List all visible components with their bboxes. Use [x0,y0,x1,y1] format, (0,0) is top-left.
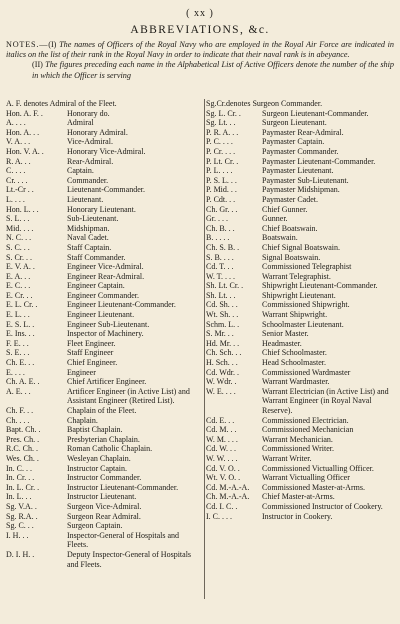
abbreviation-term: In. C. . . [6,463,32,473]
abbreviation-entry [6,281,204,291]
abbreviation-meaning: Paymaster Lieutenant-Commander. [262,156,376,166]
abbreviation-term: Hon. A. . . [6,127,40,137]
abbreviation-entry [6,550,204,569]
abbreviation-meaning: Sub-Lieutenant. [67,214,119,224]
abbreviation-term: Sg. Lt. . . [206,118,236,128]
abbreviation-entry [6,339,204,349]
abbreviation-meaning: Fleet Engineer. [67,338,116,348]
abbreviation-entry [206,195,396,205]
abbreviation-entry [6,205,204,215]
abbreviation-entry [206,291,396,301]
abbreviation-meaning: Admiral [67,118,94,128]
abbreviation-entry [6,368,204,378]
abbreviation-term: Gr. . . . [206,214,228,224]
abbreviation-term: P. Cr. . . . [206,146,236,156]
abbreviation-term: Ch. A. E. . [6,377,40,387]
abbreviation-meaning: Engineer Sub-Lieutenant. [67,319,150,329]
abbreviation-meaning: Shipwright Lieutenant-Commander. [262,281,378,291]
abbreviation-meaning: Roman Catholic Chaplain. [67,444,153,454]
abbreviation-term: D. I. H. . [6,549,35,559]
abbreviation-entry [6,425,204,435]
abbreviation-meaning: Honorary Vice-Admiral. [67,146,146,156]
column-divider [204,99,205,599]
abbreviation-entry [206,387,396,416]
abbreviation-term: Hon. A. F. . [6,108,43,118]
abbreviation-term: P. S. L. . . [206,175,237,185]
abbreviation-meaning: Warrant Electrician (in Active List) and Warrant Engineer (in Royal Naval Reserve). [262,386,389,415]
abbreviation-entry [6,492,204,502]
abbreviation-entry [206,281,396,291]
abbreviation-entry [206,243,396,253]
abbreviation-term: Pres. Ch. . [6,434,40,444]
abbreviation-entry [206,157,396,167]
abbreviation-term: Wes. Ch. . [6,453,39,463]
abbreviation-entry [6,128,204,138]
abbreviation-entry [6,310,204,320]
abbreviation-entry [6,387,204,406]
abbreviation-term: Hd. Mr. . . [206,338,240,348]
abbreviation-term: E. Cr. . . [6,290,33,300]
abbreviation-entry [6,137,204,147]
notes-label: NOTES.— [6,40,49,49]
abbreviation-meaning: Chief Engineer. [67,358,118,368]
abbreviation-term: E. V. A. . [6,262,35,272]
abbreviation-term: Sg. R.A. . [6,511,38,521]
abbreviation-meaning: Chaplain of the Fleet. [67,406,137,415]
abbreviation-term: I. C. . . . [206,511,232,521]
abbreviation-meaning: Surgeon Vice-Admiral. [67,501,142,511]
abbreviation-entry [206,205,396,215]
abbreviation-entry [6,531,204,550]
abbreviation-entry [206,137,396,147]
abbreviation-term: Cr. . . . [6,175,28,185]
note-2-text: The figures preceding each name in the Alphabetical List of Active Officers denote the number of the ship in which the Officer is serving [32,60,394,80]
abbreviation-meaning: Surgeon Lieutenant-Commander. [262,108,369,118]
abbreviation-meaning: Head Schoolmaster. [262,358,326,368]
note-1 [6,40,394,60]
abbreviation-meaning: Shipwright Lieutenant. [262,290,336,300]
abbreviation-meaning: Paymaster Commander. [262,146,339,156]
abbreviation-meaning: Commissioned Electrician. [262,415,349,425]
abbreviation-term: Sg. L. Cr. . [206,108,241,118]
abbreviation-meaning: Engineer Rear-Admiral. [67,271,145,281]
abbreviation-term: P. L. . . . [206,166,233,176]
abbreviation-meaning: Chief Signal Boatswain. [262,242,340,252]
note-1-number: (I) [48,40,57,49]
abbreviation-entry [206,147,396,157]
abbreviation-term: S. Cr. . . [6,252,33,262]
abbreviation-entry [6,435,204,445]
abbreviation-term: P. Cdt. . . [206,194,236,204]
abbreviation-entry [6,214,204,224]
abbreviation-entry [6,243,204,253]
abbreviation-meaning: Honorary Lieutenant. [67,204,136,214]
abbreviation-term: In. L. . . [6,492,32,502]
abbreviation-term: W. Wdr. . [206,377,237,387]
abbreviation-meaning: Warrant Telegraphist. [262,271,331,281]
abbreviation-term: E. A. . . [6,271,31,281]
abbreviation-meaning: Boatswain. [262,233,298,243]
abbreviation-meaning: Surgeon Rear Admiral. [67,511,141,521]
abbreviation-entry [206,473,396,483]
abbreviation-meaning: Vice-Admiral. [67,137,113,147]
abbreviation-entry [206,377,396,387]
abbreviation-term: Sh. Lt. . . [206,290,236,300]
abbreviation-entry [206,492,396,502]
abbreviation-term: Mid. . . . [6,223,34,233]
abbreviation-term: Wt. V. O. . [206,473,241,483]
abbreviation-entry [6,320,204,330]
abbreviation-term: S. L. . . [6,214,30,224]
abbreviation-term: V. A. . . [6,137,31,147]
abbreviation-term: H. Sch. . . [206,358,238,368]
abbreviation-meaning: Presbyterian Chaplain. [67,434,140,444]
abbreviation-meaning: Staff Engineer [67,348,114,358]
abbreviation-entry [6,444,204,454]
abbreviation-term: R.C. Ch. . [6,444,39,454]
abbreviation-term: P. Lt. Cr. . [206,156,239,166]
abbreviation-entry [206,502,396,512]
abbreviation-meaning: Captain. [67,166,94,176]
abbreviation-entry [206,109,396,119]
abbreviation-entry [6,262,204,272]
abbreviation-entry [6,118,204,128]
abbreviation-meaning: Chief Artificer Engineer. [67,377,147,387]
abbreviation-meaning: Commissioned Telegraphist [262,262,352,272]
abbreviation-meaning: Deputy Inspector-General of Hospitals and Fleets. [67,549,192,569]
abbreviation-term: E. L. . . [6,310,30,320]
abbreviation-entry [206,425,396,435]
abbreviation-meaning: Wesleyan Chaplain. [67,453,131,463]
abbreviation-entry [6,291,204,301]
abbreviation-meaning: Chaplain. [67,415,98,425]
abbreviation-meaning: Warrant Mechanician. [262,434,333,444]
abbreviation-term: Ch. E. . . [6,358,35,368]
abbreviation-meaning: Chief Boatswain. [262,223,318,233]
abbreviation-term: W. T. . . . [206,271,235,281]
abbreviation-term: S. C. . . [6,242,30,252]
abbreviation-entry [206,214,396,224]
abbreviation-entry [6,272,204,282]
notes-block [6,40,394,81]
abbreviation-term: W. E. . . . [206,386,236,396]
abbreviation-term: Sh. Lt. Cr. . [206,281,244,291]
abbreviation-entry [206,224,396,234]
abbreviation-meaning: Staff Commander. [67,252,126,262]
abbreviation-entry [206,512,396,522]
abbreviation-entry [206,329,396,339]
abbreviation-meaning: Instructor Lieutenant. [67,492,137,502]
abbreviation-entry [6,358,204,368]
abbreviation-entry [206,253,396,263]
abbreviation-meaning: Warrant Wardmaster. [262,377,330,387]
abbreviation-meaning: Commissioned Writer. [262,444,334,454]
abbreviation-meaning: Paymaster Rear-Admiral. [262,127,344,137]
abbreviation-entry [6,377,204,387]
abbreviation-meaning: Inspector of Machinery. [67,329,144,339]
abbreviation-term: P. Mid. . . [206,185,237,195]
abbreviation-entry [206,416,396,426]
abbreviation-term: F. E. . . [6,338,29,348]
abbreviation-term: P. R. A. . . [206,127,239,137]
abbreviation-meaning: Commissioned Mechanician [262,425,354,435]
abbreviation-entry [6,233,204,243]
page-number: ( xx ) [186,8,214,19]
abbreviation-term: L. . . . [6,194,25,204]
abbreviation-term: Cd. Wdr. . [206,367,239,377]
abbreviation-entry [206,320,396,330]
abbreviation-entry [206,339,396,349]
abbreviation-meaning: Commissioned Instructor of Cookery. [262,501,383,511]
abbreviation-entry [206,118,396,128]
abbreviation-meaning: Naval Cadet. [67,233,109,243]
abbreviation-entry [6,512,204,522]
page-title: ABBREVIATIONS, &c. [130,24,270,36]
abbreviation-meaning: Warrant Victualling Officer [262,473,350,483]
abbreviation-entry [6,464,204,474]
abbreviation-entry [206,368,396,378]
abbreviation-entry [6,454,204,464]
abbreviation-term: N. C. . . [6,233,32,243]
abbreviation-term: Sg. V.A. . [6,501,37,511]
abbreviation-term: B. . . . . [206,233,230,243]
abbreviation-term: S. B. . . . [206,252,234,262]
abbreviation-meaning: Surgeon Lieutenant. [262,118,327,128]
abbreviation-entry [6,253,204,263]
abbreviation-entry [6,483,204,493]
abbreviation-entry [6,185,204,195]
abbreviation-term: Hon. L. . . [6,204,39,214]
abbreviation-meaning: Instructor Captain. [67,463,127,473]
abbreviation-meaning: Engineer Commander. [67,290,139,300]
abbreviation-entry [206,454,396,464]
abbreviation-entry [206,435,396,445]
abbreviation-entry [206,185,396,195]
abbreviation-entry [206,262,396,272]
abbreviation-term: Ch. Sch. . . [206,348,242,358]
abbreviation-term: Ch. S. B. . [206,242,240,252]
abbreviation-term: Schm. L. . [206,319,240,329]
abbreviation-term: Ch. . . . [6,415,30,425]
abbreviation-meaning: Staff Captain. [67,242,112,252]
abbreviation-meaning: Engineer Vice-Admiral. [67,262,144,272]
abbreviation-entry [206,166,396,176]
abbreviation-meaning: Engineer Captain. [67,281,125,291]
abbreviation-term: I. H. . . [6,530,29,540]
abbreviation-entry [206,464,396,474]
abbreviation-meaning: Chief Schoolmaster. [262,348,327,358]
abbreviation-term: E. L. Cr. . [6,300,38,310]
abbreviation-entry [6,300,204,310]
abbreviation-meaning: Commissioned Master-at-Arms. [262,482,365,492]
abbreviation-entry [6,166,204,176]
abbreviation-term: Bapt. Ch. . [6,425,41,435]
abbreviation-entry [6,329,204,339]
abbreviation-entry [206,483,396,493]
note-1-text: The names of Officers of the Royal Navy who are employed in the Royal Air Force are indicated in italics on the list of their rank in the Royal Navy in order to indicate that their naval rank is in abeyance. [6,40,395,60]
abbreviation-term: E. S. L. . [6,319,35,329]
abbreviation-meaning: Midshipman. [67,223,110,233]
abbreviation-meaning: Honorary do. [67,108,110,118]
abbreviation-entry [6,406,204,416]
left-column-header: A. F. denotes Admiral of the Fleet. [6,99,117,108]
abbreviation-entry [206,300,396,310]
abbreviation-term: In. L. Cr. . [6,482,40,492]
abbreviation-term: Sg. C. . . [6,521,34,531]
abbreviation-meaning: Instructor in Cookery. [262,511,333,521]
abbreviation-meaning: Lieutenant. [67,194,104,204]
abbreviation-term: Cd. M. . . [206,425,237,435]
abbreviation-term: Cd. Sh. . . [206,300,238,310]
abbreviation-entry [206,348,396,358]
abbreviation-entry [6,502,204,512]
abbreviation-meaning: Paymaster Sub-Lieutenant. [262,175,349,185]
abbreviation-term: Hon. V. A. . [6,146,44,156]
abbreviation-term: Cd. M.-A.-A. [206,482,250,492]
abbreviation-term: Ch. Gr. . . [206,204,238,214]
abbreviation-term: Cd. I. C. . [206,501,238,511]
abbreviation-meaning: Honorary Admiral. [67,127,128,137]
abbreviation-meaning: Inspector-General of Hospitals and Fleets. [67,530,180,550]
abbreviation-meaning: Warrant Writer. [262,453,312,463]
abbreviation-term: S. E. . . [6,348,30,358]
abbreviation-entry [6,348,204,358]
right-column-header: Sg.Cr.denotes Surgeon Commander. [206,99,323,108]
abbreviation-entry [206,233,396,243]
abbreviation-meaning: Signal Boatswain. [262,252,321,262]
abbreviation-meaning: Rear-Admiral. [67,156,114,166]
abbreviation-term: A. E. . . [6,386,31,396]
abbreviation-term: E. . . . [6,367,25,377]
abbreviation-meaning: Schoolmaster Lieutenant. [262,319,344,329]
abbreviation-meaning: Instructor Lieutenant-Commander. [67,482,179,492]
note-2-number: (II) [32,60,43,70]
abbreviation-term: E. C. . . [6,281,31,291]
abbreviation-term: Cd. V. O. . [206,463,240,473]
abbreviation-entry [206,444,396,454]
abbreviation-term: Cd. E. . . [206,415,235,425]
abbreviation-term: S. Mr. . . [206,329,234,339]
abbreviation-meaning: Lieutenant-Commander. [67,185,145,195]
abbreviation-term: Ch. M.-A.-A. [206,492,250,502]
abbreviation-meaning: Warrant Shipwright. [262,310,328,320]
abbreviation-entry [6,147,204,157]
abbreviation-term: W. W. . . . [206,453,238,463]
abbreviation-term: Wt. Sh. . . [206,310,239,320]
abbreviation-meaning: Commissioned Wardmaster [262,367,351,377]
abbreviation-meaning: Engineer Lieutenant-Commander. [67,300,176,310]
abbreviation-meaning: Commissioned Victualling Officer. [262,463,374,473]
note-2 [6,60,394,80]
abbreviation-entry [6,416,204,426]
abbreviation-entry [6,473,204,483]
abbreviation-entry [206,128,396,138]
abbreviation-meaning: Instructor Commander. [67,473,142,483]
abbreviation-term: P. C. . . . [206,137,233,147]
abbreviation-entry [206,176,396,186]
abbreviation-term: A. . . . [6,118,26,128]
abbreviation-meaning: Engineer [67,367,96,377]
abbreviation-entry [6,176,204,186]
abbreviation-meaning: Surgeon Captain. [67,521,123,531]
abbreviation-meaning: Headmaster. [262,338,302,348]
abbreviation-entry [6,224,204,234]
abbreviation-entry [6,109,204,119]
right-abbreviation-column [206,99,396,521]
abbreviation-entry [206,272,396,282]
abbreviation-meaning: Paymaster Lieutenant. [262,166,334,176]
abbreviation-meaning: Paymaster Midshipman. [262,185,340,195]
abbreviation-meaning: Gunner. [262,214,288,224]
abbreviation-entry [206,310,396,320]
abbreviation-meaning: Chief Gunner. [262,204,308,214]
abbreviation-term: Lt.-Cr . . [6,185,34,195]
abbreviation-meaning: Paymaster Cadet. [262,194,318,204]
abbreviation-term: Cd. W. . . [206,444,237,454]
abbreviation-entry [6,157,204,167]
abbreviation-meaning: Chief Master-at-Arms. [262,492,335,502]
abbreviation-term: E. Ins. . . [6,329,35,339]
abbreviation-term: Ch. F. . . [6,406,34,415]
left-abbreviation-column [6,99,204,569]
abbreviation-meaning: Paymaster Captain. [262,137,325,147]
abbreviation-meaning: Commander. [67,175,109,185]
abbreviation-term: Cd. T. . . [206,262,234,272]
abbreviation-term: C. . . . [6,166,26,176]
abbreviation-term: R. A. . . [6,156,31,166]
abbreviation-meaning: Baptist Chaplain. [67,425,123,435]
abbreviation-term: W. M. . . . [206,434,238,444]
abbreviation-meaning: Artificer Engineer (in Active List) and Assistant Engineer (Retired List). [67,386,190,406]
abbreviation-meaning: Commissioned Shipwright. [262,300,350,310]
abbreviation-entry [206,358,396,368]
abbreviation-entry [6,195,204,205]
abbreviation-term: Ch. B. . . [206,223,235,233]
abbreviation-meaning: Senior Master. [262,329,309,339]
abbreviation-entry [6,521,204,531]
abbreviation-term: In. Cr. . . [6,473,35,483]
abbreviation-meaning: Engineer Lieutenant. [67,310,135,320]
